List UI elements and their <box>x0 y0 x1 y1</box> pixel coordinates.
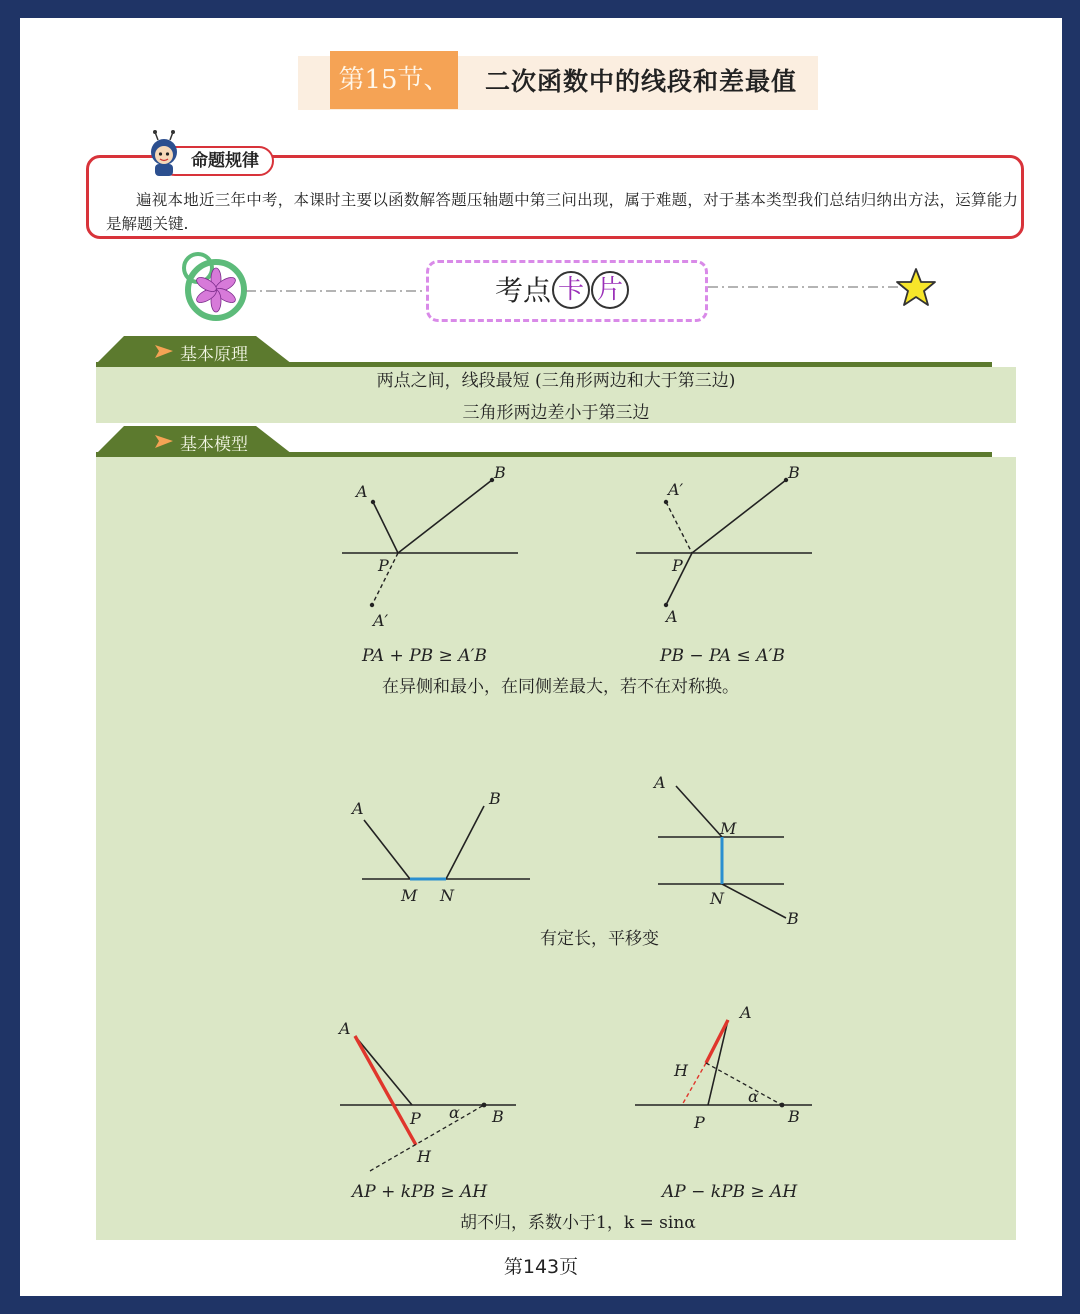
label-M: M <box>401 886 418 905</box>
formula-difference: PB − PA ≤ A′B <box>660 646 785 666</box>
formula-hubugui-difference: AP − kPB ≥ AH <box>662 1182 798 1202</box>
label-B: B <box>788 1107 800 1126</box>
star-icon <box>894 266 938 310</box>
label-P: P <box>410 1109 421 1128</box>
label-A: A <box>740 1003 752 1022</box>
label-B: B <box>787 909 799 928</box>
page-title: 二次函数中的线段和差最值 <box>485 67 798 96</box>
page <box>20 18 1062 1296</box>
model-label: 基本模型 <box>180 435 248 455</box>
mascot-icon <box>144 130 184 178</box>
label-alpha: α <box>748 1087 759 1106</box>
label-B: B <box>492 1107 504 1126</box>
label-H: H <box>417 1147 431 1166</box>
label-N: N <box>710 889 724 908</box>
label-A: A <box>666 607 678 626</box>
label-A-prime: A′ <box>668 480 684 499</box>
label-A-prime: A′ <box>373 611 389 628</box>
label-A: A <box>352 799 364 818</box>
paper-plane-icon <box>154 342 174 360</box>
diagram-translation-vertical <box>640 770 830 930</box>
label-P: P <box>378 556 389 575</box>
diagram-hubugui-difference <box>632 998 832 1138</box>
section-number: 第15节、 <box>330 51 458 109</box>
paper-plane-icon <box>154 432 174 450</box>
rule-text: 遍视本地近三年中考，本课时主要以函数解答题压轴题中第三问出现，属于难题，对于基本类型我们总结归纳出方法，运算能力是解题关键. <box>106 191 1018 233</box>
diagram-difference-reflection <box>630 458 820 628</box>
card-title <box>495 270 629 312</box>
diagram-translation-horizontal <box>346 788 536 908</box>
principle-line-2: 三角形两边差小于第三边 <box>462 403 650 423</box>
principle-line-1: 两点之间，线段最短 (三角形两边和大于第三边) <box>376 371 736 391</box>
label-P: P <box>672 556 683 575</box>
principle-label: 基本原理 <box>180 345 248 365</box>
label-B: B <box>489 789 501 808</box>
label-N: N <box>440 886 454 905</box>
note-translation: 有定长，平移变 <box>540 929 659 949</box>
card-char-2: 片 <box>591 271 629 309</box>
label-B: B <box>788 463 800 482</box>
rule-tag: 命题规律 <box>160 146 274 176</box>
note-reflection: 在异侧和最小，在同侧差最大，若不在对称换。 <box>382 677 739 697</box>
diagram-sum-reflection <box>336 458 526 628</box>
card-title-text: 考点 <box>495 274 552 307</box>
dash-line-right <box>708 282 904 292</box>
diagram-hubugui-sum <box>330 1014 530 1174</box>
label-A: A <box>654 773 666 792</box>
label-B: B <box>494 463 506 482</box>
label-A: A <box>339 1019 351 1038</box>
formula-sum: PA + PB ≥ A′B <box>362 646 487 666</box>
label-A: A <box>356 482 368 501</box>
model-panel <box>96 457 1016 1240</box>
dash-line-left <box>246 286 426 296</box>
formula-hubugui-sum: AP + kPB ≥ AH <box>352 1182 488 1202</box>
label-alpha: α <box>449 1103 460 1122</box>
label-H: H <box>674 1061 688 1080</box>
card-char-1: 卡 <box>552 271 590 309</box>
page-number: 第143页 <box>503 1256 579 1278</box>
flower-icon <box>172 246 254 328</box>
label-M: M <box>720 819 737 838</box>
note-hubugui: 胡不归，系数小于1，k = sinα <box>460 1213 696 1233</box>
label-P: P <box>694 1113 705 1132</box>
